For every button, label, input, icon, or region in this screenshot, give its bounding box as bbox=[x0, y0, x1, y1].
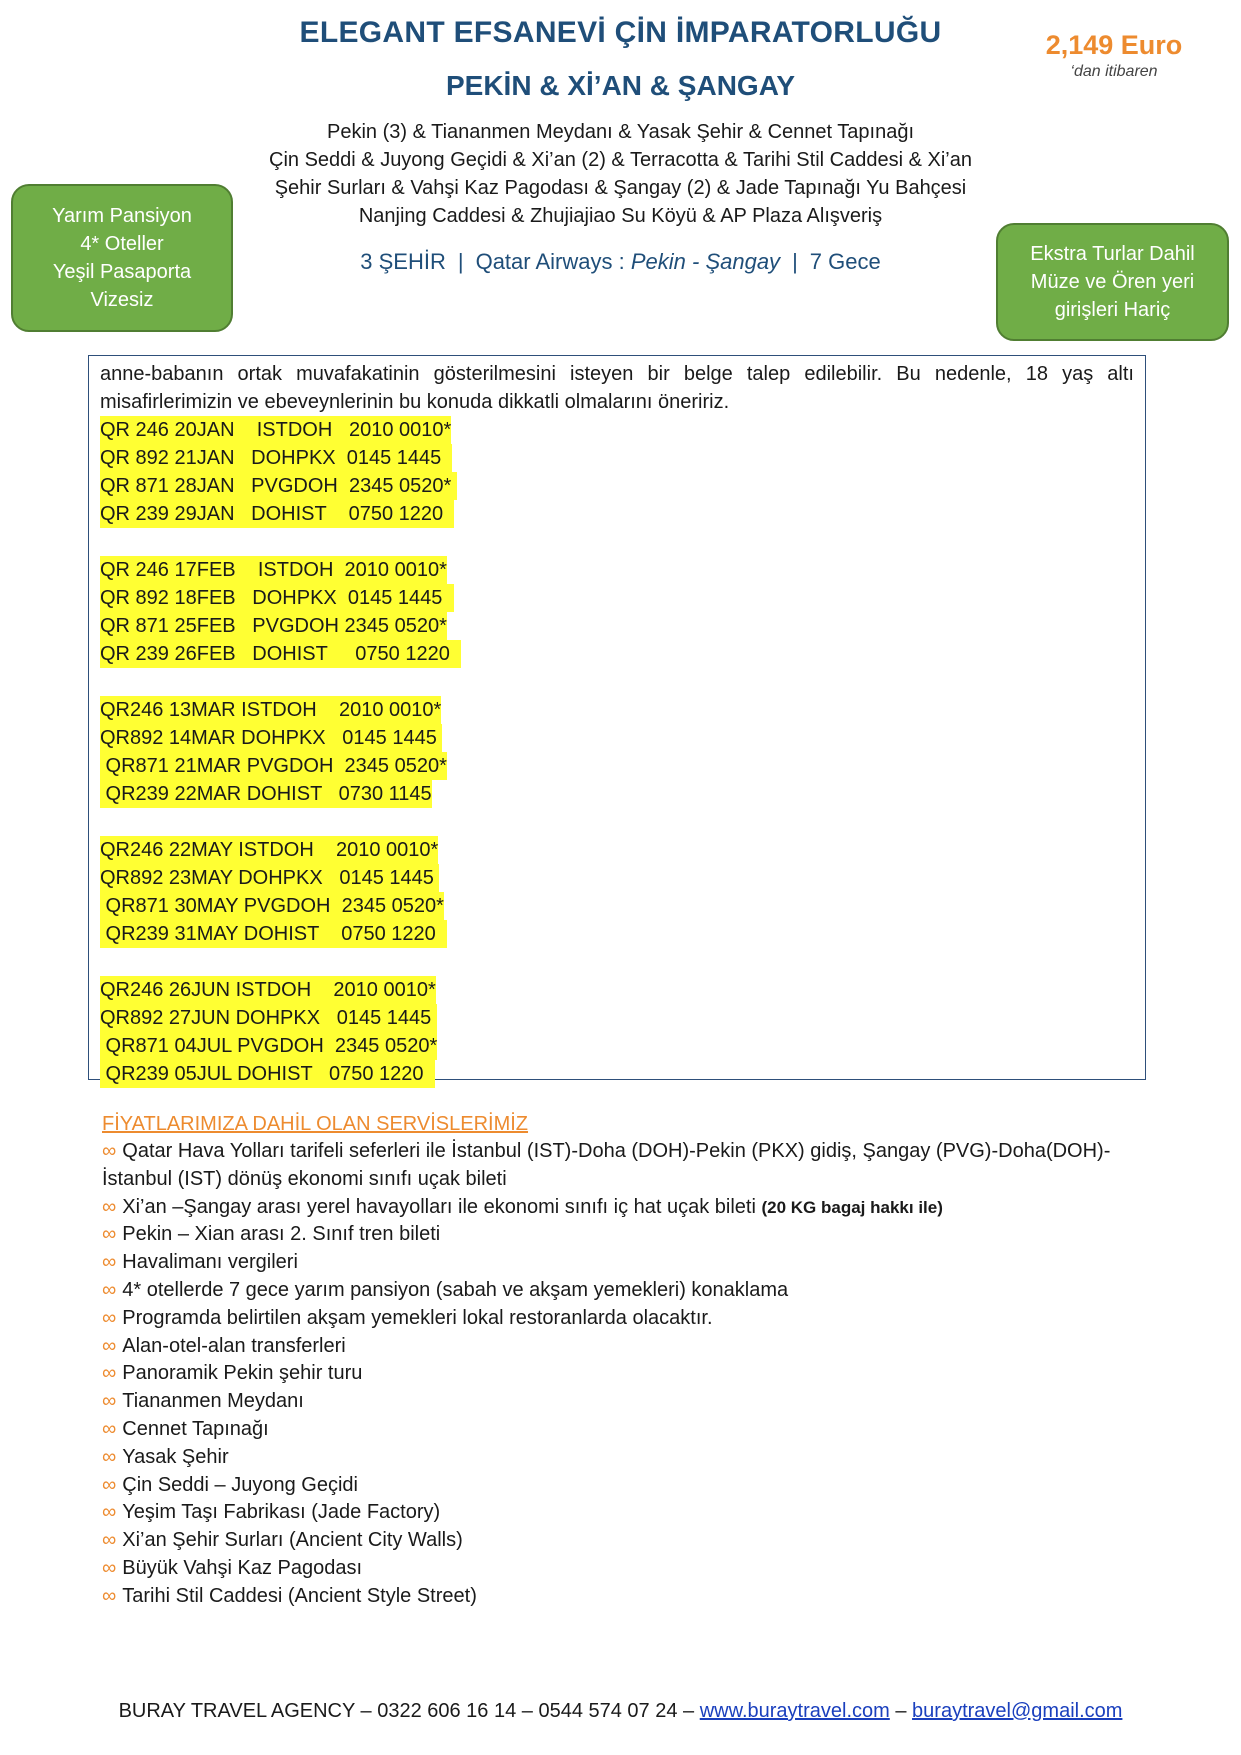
service-text: Yeşim Taşı Fabrikası (Jade Factory) bbox=[122, 1501, 441, 1524]
separator: | bbox=[457, 249, 464, 274]
price-block bbox=[1014, 30, 1214, 81]
route: Pekin - Şangay bbox=[630, 249, 781, 274]
bullet-icon: ∞ bbox=[102, 1362, 117, 1385]
bullet-icon: ∞ bbox=[102, 1556, 117, 1579]
footer bbox=[0, 1700, 1241, 1723]
bullet-icon: ∞ bbox=[102, 1473, 117, 1496]
included-services bbox=[102, 1110, 1152, 1611]
flight-schedule-box bbox=[88, 355, 1146, 1085]
itinerary-line: Pekin (3) & Tiananmen Meydanı & Yasak Şehir & Cennet Tapınağı bbox=[326, 121, 914, 143]
service-text: Cennet Tapınağı bbox=[122, 1417, 269, 1440]
extras-badge bbox=[996, 223, 1229, 341]
badge-line: Ekstra Turlar Dahil bbox=[1030, 243, 1195, 265]
flight-line: QR 239 29JAN DOHIST 0750 1220 bbox=[100, 500, 454, 528]
service-item bbox=[102, 1221, 1152, 1249]
bullet-icon: ∞ bbox=[102, 1278, 117, 1301]
flight-line: QR246 22MAY ISTDOH 2010 0010* bbox=[100, 836, 438, 864]
flight-line: QR 871 25FEB PVGDOH 2345 0520* bbox=[100, 612, 447, 640]
service-text: Alan-otel-alan transferleri bbox=[122, 1334, 346, 1357]
itinerary-line: Şehir Surları & Vahşi Kaz Pagodası & Şangay (2) & Jade Tapınağı Yu Bahçesi bbox=[274, 177, 967, 199]
flight-line: QR892 27JUN DOHPKX 0145 1445 bbox=[100, 1004, 437, 1032]
service-text: Büyük Vahşi Kaz Pagodası bbox=[122, 1556, 363, 1579]
flight-line: QR 892 21JAN DOHPKX 0145 1445 bbox=[100, 444, 452, 472]
bullet-icon: ∞ bbox=[102, 1140, 117, 1162]
badge-line: Yeşil Pasaporta bbox=[52, 261, 192, 283]
badge-line: Müze ve Ören yeri bbox=[1030, 271, 1195, 293]
service-item bbox=[102, 1333, 1152, 1361]
flight-line: QR239 05JUL DOHIST 0750 1220 bbox=[100, 1060, 435, 1088]
bullet-icon: ∞ bbox=[102, 1251, 117, 1274]
itinerary-line: Nanjing Caddesi & Zhujiajiao Su Köyü & AP Plaza Alışveriş bbox=[358, 205, 883, 227]
flight-line: QR 239 26FEB DOHIST 0750 1220 bbox=[100, 640, 461, 668]
itinerary-line: Çin Seddi & Juyong Geçidi & Xi’an (2) & Terracotta & Tarihi Stil Caddesi & Xi’an bbox=[269, 149, 972, 171]
price-from-label: ‘dan itibaren bbox=[1070, 63, 1158, 80]
bullet-icon: ∞ bbox=[102, 1417, 117, 1440]
page-subtitle: PEKİN & Xİ’AN & ŞANGAY bbox=[445, 70, 796, 101]
separator: | bbox=[792, 249, 798, 274]
bullet-icon: ∞ bbox=[102, 1223, 117, 1246]
service-item bbox=[102, 1388, 1152, 1416]
flight-line: QR 892 18FEB DOHPKX 0145 1445 bbox=[100, 584, 454, 612]
airline: Qatar Airways : bbox=[475, 249, 625, 274]
flight-line: QR871 04JUL PVGDOH 2345 0520* bbox=[100, 1032, 437, 1060]
service-item bbox=[102, 1194, 1152, 1222]
service-note: (20 KG bagaj hakkı ile) bbox=[761, 1197, 943, 1217]
service-item bbox=[102, 1555, 1152, 1583]
services-list bbox=[102, 1138, 1152, 1611]
flight-line: QR 871 28JAN PVGDOH 2345 0520* bbox=[100, 472, 457, 500]
flight-line: QR239 22MAR DOHIST 0730 1145 bbox=[100, 780, 432, 808]
service-text: Tarihi Stil Caddesi (Ancient Style Street) bbox=[122, 1584, 477, 1607]
schedule-note: anne-babanın ortak muvafakatinin gösterilmesini isteyen bir belge talep edilebilir. Bu nedenle, 18 yaş altı misafirlerimizin ve ebeveynlerinin bu konuda dikkatli olmalarını öneririz. bbox=[100, 363, 1134, 413]
service-item bbox=[102, 1360, 1152, 1388]
footer-dash: – bbox=[889, 1700, 913, 1722]
flight-list bbox=[100, 416, 1134, 1088]
service-text: Programda belirtilen akşam yemekleri lokal restoranlarda olacaktır. bbox=[122, 1306, 713, 1329]
bullet-icon: ∞ bbox=[102, 1306, 117, 1329]
flight-line: QR246 13MAR ISTDOH 2010 0010* bbox=[100, 696, 441, 724]
flight-group bbox=[100, 556, 1134, 668]
badge-line: girişleri Hariç bbox=[1054, 299, 1171, 321]
page-title: ELEGANT EFSANEVİ ÇİN İMPARATORLUĞU bbox=[299, 16, 942, 49]
flight-line: QR 246 20JAN ISTDOH 2010 0010* bbox=[100, 416, 451, 444]
city-count: 3 ŞEHİR bbox=[360, 249, 446, 274]
service-text: Çin Seddi – Juyong Geçidi bbox=[122, 1473, 358, 1496]
bullet-icon: ∞ bbox=[102, 1195, 117, 1218]
flight-line: QR871 21MAR PVGDOH 2345 0520* bbox=[100, 752, 447, 780]
board-badge bbox=[11, 184, 233, 332]
service-item bbox=[102, 1583, 1152, 1611]
service-text: Yasak Şehir bbox=[122, 1445, 229, 1468]
flight-group bbox=[100, 836, 1134, 948]
bullet-icon: ∞ bbox=[102, 1584, 117, 1607]
flight-line: QR871 30MAY PVGDOH 2345 0520* bbox=[100, 892, 444, 920]
price-amount: 2,149 Euro bbox=[1045, 30, 1183, 60]
service-text: Qatar Hava Yolları tarifeli seferleri ile İstanbul (IST)-Doha (DOH)-Pekin (PKX) gidiş, Şangay (PVG)-Doha(DOH)-İstanbul (IST) dönüş ekonomi sınıfı uçak bileti bbox=[102, 1140, 1111, 1190]
badge-line: 4* Oteller bbox=[80, 233, 164, 255]
service-item bbox=[102, 1416, 1152, 1444]
service-item bbox=[102, 1138, 1152, 1194]
flight-line: QR892 23MAY DOHPKX 0145 1445 bbox=[100, 864, 439, 892]
bullet-icon: ∞ bbox=[102, 1501, 117, 1524]
section-title: FİYATLARIMIZA DAHİL OLAN SERVİSLERİMİZ bbox=[102, 1113, 529, 1135]
service-text: Xi’an –Şangay arası yerel havayolları ile ekonomi sınıfı iç hat uçak bileti bbox=[122, 1195, 762, 1218]
flight-line: QR 246 17FEB ISTDOH 2010 0010* bbox=[100, 556, 447, 584]
service-item bbox=[102, 1499, 1152, 1527]
flight-group bbox=[100, 416, 1134, 528]
service-item bbox=[102, 1472, 1152, 1500]
badge-line: Vizesiz bbox=[90, 289, 154, 311]
nights: 7 Gece bbox=[809, 249, 881, 274]
service-item bbox=[102, 1444, 1152, 1472]
service-item bbox=[102, 1305, 1152, 1333]
bullet-icon: ∞ bbox=[102, 1390, 117, 1413]
footer-agency: BURAY TRAVEL AGENCY – 0322 606 16 14 – 0544 574 07 24 – bbox=[118, 1700, 700, 1722]
itinerary-summary bbox=[250, 118, 991, 230]
service-text: Pekin – Xian arası 2. Sınıf tren bileti bbox=[122, 1223, 441, 1246]
service-text: Panoramik Pekin şehir turu bbox=[122, 1362, 363, 1385]
flight-line: QR246 26JUN ISTDOH 2010 0010* bbox=[100, 976, 436, 1004]
bullet-icon: ∞ bbox=[102, 1334, 117, 1357]
service-item bbox=[102, 1527, 1152, 1555]
email-link[interactable]: buraytravel@gmail.com bbox=[912, 1700, 1123, 1722]
service-text: Tiananmen Meydanı bbox=[122, 1390, 304, 1413]
bullet-icon: ∞ bbox=[102, 1445, 117, 1468]
bullet-icon: ∞ bbox=[102, 1529, 117, 1552]
service-item bbox=[102, 1249, 1152, 1277]
flight-line: QR892 14MAR DOHPKX 0145 1445 bbox=[100, 724, 442, 752]
website-link[interactable]: www.buraytravel.com bbox=[699, 1700, 890, 1722]
badge-line: Yarım Pansiyon bbox=[52, 205, 192, 227]
flight-group bbox=[100, 696, 1134, 808]
service-text: 4* otellerde 7 gece yarım pansiyon (sabah ve akşam yemekleri) konaklama bbox=[122, 1278, 789, 1301]
flight-group bbox=[100, 976, 1134, 1088]
service-item bbox=[102, 1277, 1152, 1305]
service-text: Xi’an Şehir Surları (Ancient City Walls) bbox=[122, 1529, 463, 1552]
flight-line: QR239 31MAY DOHIST 0750 1220 bbox=[100, 920, 447, 948]
service-text: Havalimanı vergileri bbox=[122, 1251, 298, 1274]
